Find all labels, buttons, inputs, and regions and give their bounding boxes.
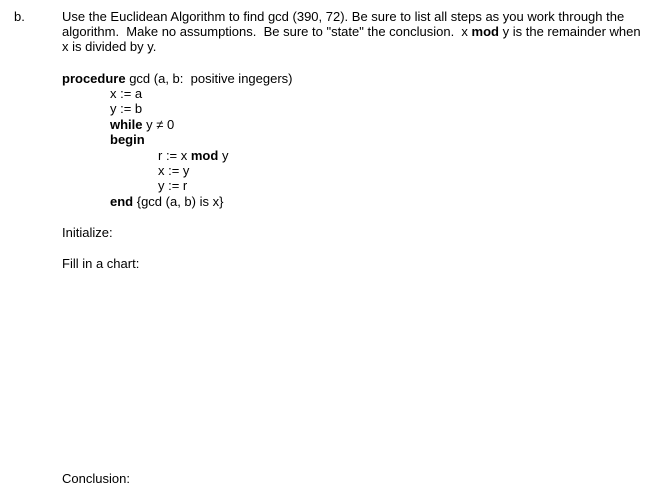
end-comment: {gcd (a, b) is x} <box>133 194 224 209</box>
problem-instructions <box>62 9 662 54</box>
loop-x-line: x := y <box>158 163 190 178</box>
mod-keyword: mod <box>190 148 219 163</box>
r-assign-text: r := x <box>158 148 191 163</box>
instruction-line-3: x is divided by y. <box>62 39 157 54</box>
instruction-line-2 <box>62 24 662 39</box>
chart-label: Fill in a chart: <box>62 256 140 271</box>
procedure-keyword: procedure <box>62 71 126 86</box>
while-condition: y ≠ 0 <box>142 117 175 132</box>
conclusion-label: Conclusion: <box>62 471 130 486</box>
mod-keyword: mod <box>471 24 499 39</box>
while-keyword: while <box>110 117 143 132</box>
problem-label: b. <box>14 9 25 24</box>
initialize-label: Initialize: <box>62 225 113 240</box>
assign-x-line: x := a <box>110 86 143 101</box>
r-assign-text: y <box>218 148 229 163</box>
begin-keyword: begin <box>110 132 145 147</box>
instruction-text: y is the remainder when <box>499 24 641 39</box>
procedure-header <box>62 71 293 86</box>
assign-y-line: y := b <box>110 101 143 116</box>
instruction-line-1: Use the Euclidean Algorithm to find gcd (390, 72). Be sure to list all steps as you work through the <box>62 9 625 24</box>
instruction-text: algorithm. Make no assumptions. Be sure to "state" the conclusion. x <box>62 24 472 39</box>
loop-y-line: y := r <box>158 178 188 193</box>
procedure-signature: gcd (a, b: positive ingegers) <box>125 71 293 86</box>
end-keyword: end <box>110 194 134 209</box>
r-assign-line <box>158 148 228 163</box>
while-line <box>110 117 174 132</box>
end-line <box>110 194 223 209</box>
